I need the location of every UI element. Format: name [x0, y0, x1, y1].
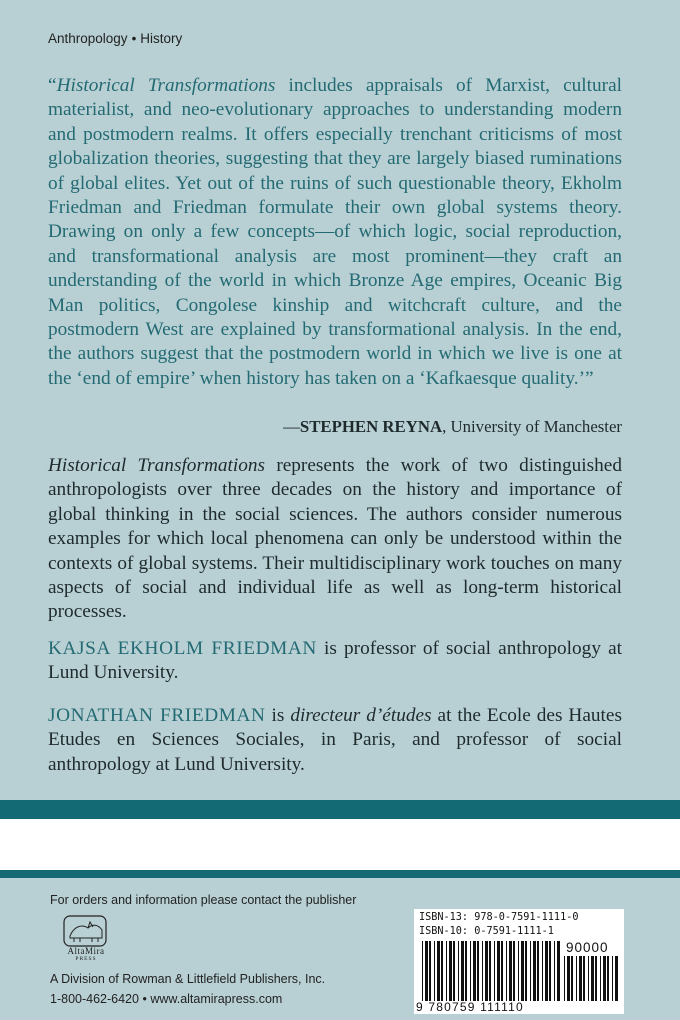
publisher-phone: 1-800-462-6420 [50, 992, 139, 1006]
barcode-bar [482, 941, 483, 1001]
category-history: History [140, 31, 183, 46]
isbn-13: ISBN-13: 978-0-7591-1111-0 [419, 912, 579, 923]
barcode-bar [549, 941, 551, 1001]
review-quote [48, 74, 622, 391]
barcode-bar [537, 941, 539, 1001]
category-anthropology: Anthropology [48, 31, 128, 46]
barcode-bar [461, 941, 464, 1001]
description-book-title: Historical Transformations [48, 455, 266, 476]
barcode-bar [607, 956, 609, 1001]
barcode-bar [485, 941, 488, 1001]
barcode-bar [583, 956, 585, 1001]
quote-book-title: Historical Transformations [56, 75, 276, 96]
barcode-bar [489, 941, 491, 1001]
barcode-bar [588, 956, 589, 1001]
book-description [48, 454, 622, 625]
attribution-dash: — [283, 417, 300, 436]
teal-band-top [0, 800, 680, 819]
barcode-bar [603, 956, 606, 1001]
author-bio-kajsa [48, 637, 622, 686]
barcode-bar [473, 941, 476, 1001]
barcode-bar [513, 941, 515, 1001]
author-bio-jonathan-text-after: at the Ecole des Hautes Etudes en Sciences Sociales, in Paris, and professor of social anthropology at Lund University. [48, 705, 622, 775]
barcode-bar [477, 941, 479, 1001]
barcode-graphic [414, 909, 624, 1014]
author-bio-jonathan-title: directeur d’études [290, 705, 432, 726]
quote-open-mark: “ [48, 75, 57, 96]
barcode-bar [579, 956, 582, 1001]
barcode-bar [600, 956, 601, 1001]
barcode-bar [509, 941, 512, 1001]
barcode-bar [449, 941, 452, 1001]
attribution-affiliation: , University of Manchester [442, 417, 622, 436]
barcode-bar [554, 941, 555, 1001]
barcode-bar [530, 941, 531, 1001]
barcode-bar [497, 941, 500, 1001]
barcode-bar [465, 941, 467, 1001]
barcode-bar [458, 941, 459, 1001]
barcode-bar [525, 941, 527, 1001]
publisher-contact [50, 992, 282, 1006]
publisher-division: A Division of Rowman & Littlefield Publishers, Inc. [50, 972, 326, 986]
barcode-bar [506, 941, 507, 1001]
logo-text [54, 946, 118, 962]
attribution-name: STEPHEN REYNA [299, 417, 443, 436]
publisher-website: www.altamirapress.com [150, 992, 283, 1006]
author-bio-jonathan [48, 704, 622, 777]
barcode-bar [571, 956, 573, 1001]
barcode-bar [576, 956, 577, 1001]
barcode-bar [441, 941, 443, 1001]
barcode-bar [518, 941, 519, 1001]
logo-name: AltaMira [67, 946, 105, 956]
barcode-bar [612, 956, 613, 1001]
barcode-bar [429, 941, 431, 1001]
barcode-bar [564, 956, 565, 1001]
logo-subtext: PRESS [75, 956, 97, 962]
barcode-box [414, 909, 624, 1014]
quote-attribution [283, 417, 622, 437]
barcode-bar [545, 941, 548, 1001]
isbn-10: ISBN-10: 0-7591-1111-1 [419, 926, 554, 937]
barcode-bar [533, 941, 536, 1001]
barcode-bar [434, 941, 435, 1001]
barcode-bar [494, 941, 495, 1001]
barcode-bar [591, 956, 594, 1001]
barcode-bar [542, 941, 543, 1001]
barcode-bar [557, 941, 560, 1001]
barcode-bar [437, 941, 440, 1001]
barcode-bar [595, 956, 597, 1001]
barcode-bar [567, 956, 570, 1001]
category-label [48, 31, 182, 46]
barcode-bar [470, 941, 471, 1001]
orders-info: For orders and information please contact the publisher [50, 893, 357, 907]
white-band [0, 819, 680, 870]
category-bullet: • [131, 31, 137, 46]
author-bio-jonathan-text-before: is [265, 705, 291, 726]
author-name-jonathan: JONATHAN FRIEDMAN [48, 705, 266, 726]
barcode-bar [446, 941, 447, 1001]
quote-text: includes appraisals of Marxist, cultural materialist, and neo-evolutionary approaches to understanding modern and postmodern realms. It offers especially trenchant criticisms of most globalization theories, suggesting that they are largely biased ruminations of global elites. Yet out of the ruins of such questionable theory, Ekholm Friedman and Friedman formulate their own global systems theory. Drawing on only a few concepts—of which logic, social reproduction, and transformational analysis are most prominent—they craft an understanding of the world in which Bronze Age empires, Oceanic Big Man politics, Congolese kinship and witchcraft culture, and the postmodern West are explained by transformational analysis. In the end, the authors suggest that the postmodern world in which we live is one at the ‘end of empire’ when history has taken on a ‘Kafkaesque quality.’” [48, 75, 622, 389]
ean-digits: 9 780759 111110 [416, 1000, 524, 1014]
author-bio-kajsa-text: is professor of social anthropology at Lund University. [48, 638, 622, 684]
description-text: represents the work of two distinguished anthropologists over three decades on the history and importance of global thinking in the social sciences. The authors consider numerous examples for which local phenomena can only be understood within the contexts of global systems. Their multidisciplinary work touches on many aspects of social and individual life as well as long-term historical processes. [48, 455, 622, 623]
barcode-bar [453, 941, 455, 1001]
author-name-kajsa: KAJSA EKHOLM FRIEDMAN [48, 638, 317, 659]
barcode-bar [521, 941, 524, 1001]
teal-band-bottom [0, 870, 680, 878]
barcode-bar [615, 956, 618, 1001]
price-code: 90000 [566, 940, 609, 955]
barcode-bar [425, 941, 428, 1001]
barcode-bar [422, 941, 423, 1001]
contact-bullet: • [142, 992, 147, 1006]
barcode-bar [501, 941, 503, 1001]
